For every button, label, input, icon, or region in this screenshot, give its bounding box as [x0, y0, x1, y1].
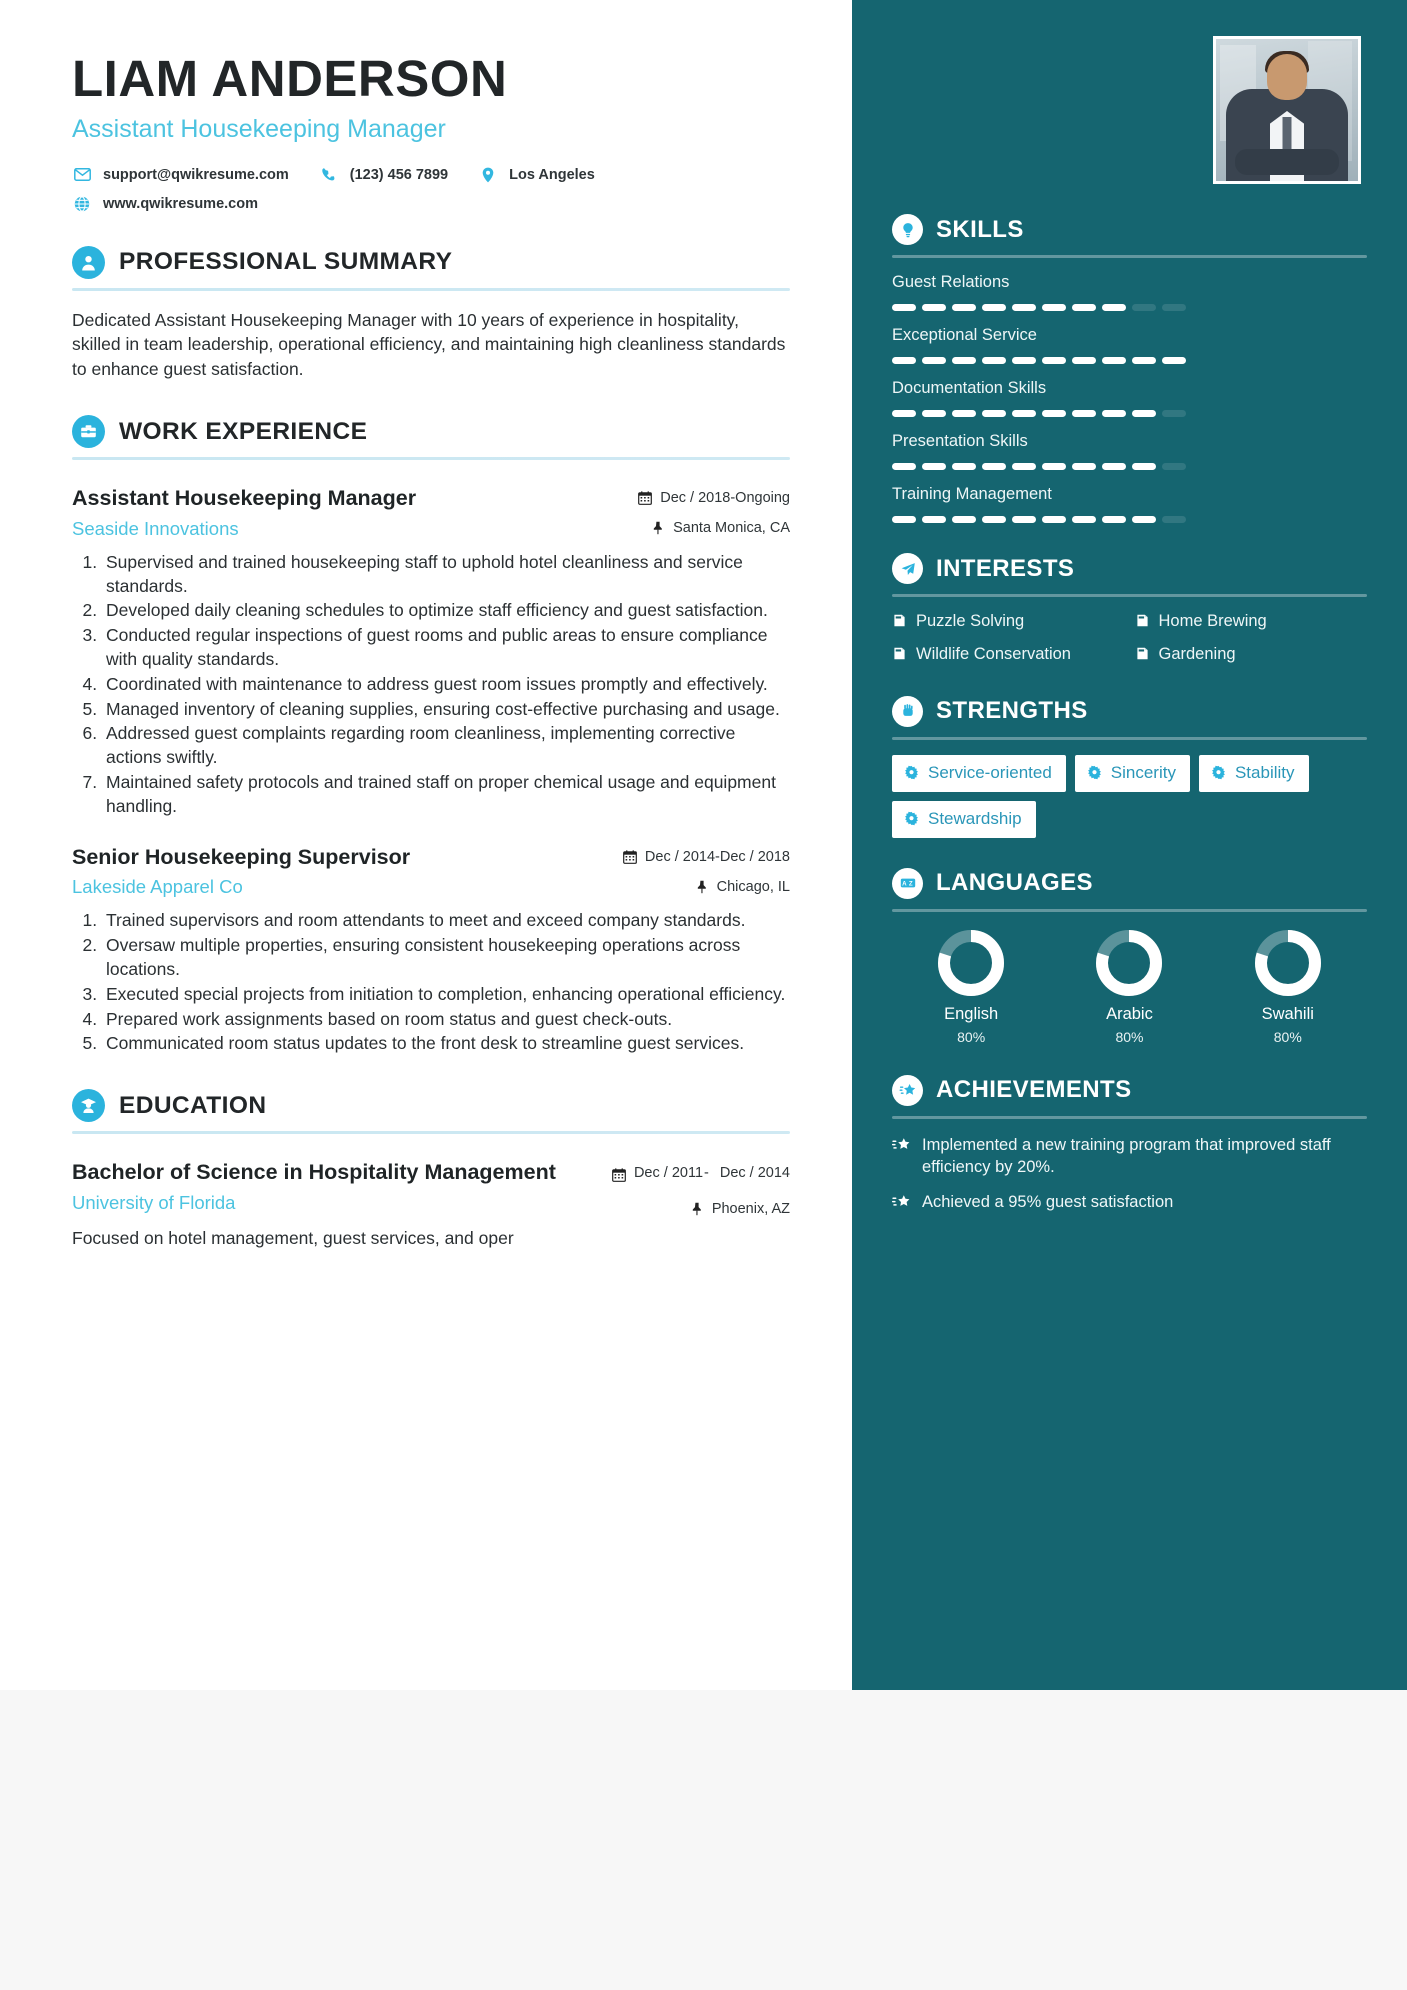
translate-icon — [892, 868, 923, 899]
burst-star-icon — [904, 811, 919, 826]
job-header — [72, 845, 790, 899]
burst-star-icon — [1211, 765, 1226, 780]
contact-row-secondary — [72, 195, 790, 213]
pushpin-icon — [694, 879, 710, 895]
interest-label: Gardening — [1158, 645, 1236, 664]
education-date — [610, 1164, 790, 1183]
page-title — [72, 52, 790, 144]
job-entry — [72, 486, 790, 819]
skill-segment — [1102, 304, 1126, 311]
strength-label: Stewardship — [928, 808, 1022, 828]
skill-segment — [922, 304, 946, 311]
section-header — [72, 1089, 790, 1122]
language-percent: 80% — [1273, 1028, 1302, 1045]
calendar-icon — [611, 1167, 627, 1183]
interest-item — [1135, 644, 1368, 665]
book-icon — [892, 646, 907, 661]
skill-segment — [1162, 357, 1186, 364]
skill-item — [892, 379, 1367, 417]
language-donut-chart — [1255, 930, 1321, 996]
burst-star-icon — [1087, 765, 1102, 780]
skill-segment — [1102, 516, 1126, 523]
achievement-item — [892, 1135, 1367, 1179]
section-header — [892, 868, 1367, 899]
section-strengths — [892, 696, 1367, 838]
skill-segment — [1042, 410, 1066, 417]
job-date — [610, 490, 790, 506]
candidate-name: LIAM ANDERSON — [72, 50, 508, 107]
skill-segment — [1012, 304, 1036, 311]
job-entry — [72, 845, 790, 1057]
skill-label: Presentation Skills — [892, 432, 1028, 450]
skill-segment — [1012, 516, 1036, 523]
list-item: 5. Managed inventory of cleaning supplies, ensuring cost-effective purchasing and usage. — [102, 698, 790, 722]
section-skills — [892, 214, 1367, 523]
section-achievements — [892, 1075, 1367, 1214]
book-icon — [1135, 646, 1150, 661]
skill-segment — [892, 463, 916, 470]
language-item — [892, 930, 1050, 1045]
language-donut-chart — [1096, 930, 1162, 996]
section-title: LANGUAGES — [936, 869, 1093, 897]
skill-segment — [982, 410, 1006, 417]
interest-label: Puzzle Solving — [916, 612, 1025, 630]
skill-segment — [1132, 463, 1156, 470]
briefcase-icon — [72, 415, 105, 448]
skill-segment — [1042, 463, 1066, 470]
strength-pill — [1075, 755, 1190, 792]
job-company: Lakeside Apparel Co — [72, 876, 243, 898]
skill-segment — [1042, 516, 1066, 523]
interest-label: Home Brewing — [1158, 612, 1267, 630]
skill-segment — [952, 410, 976, 417]
list-item: 6. Addressed guest complaints regarding room cleanliness, implementing corrective actions swiftly. — [102, 722, 790, 770]
contact-row-primary — [72, 166, 790, 184]
skill-segment — [1162, 410, 1186, 417]
svg-text:Z: Z — [908, 880, 913, 888]
skill-level-bar — [892, 304, 1367, 311]
language-donut-chart — [938, 930, 1004, 996]
section-header — [892, 1075, 1367, 1106]
skill-segment — [1102, 357, 1126, 364]
list-item: 3. Executed special projects from initiation to completion, enhancing operational efficiency. — [102, 983, 790, 1007]
skill-segment — [1072, 304, 1096, 311]
contact-location-value: Los Angeles — [509, 166, 595, 183]
resume-right-column — [852, 0, 1407, 1690]
skills-list — [892, 273, 1367, 523]
strength-pill — [892, 801, 1036, 838]
section-header — [892, 553, 1367, 584]
section-interests — [892, 553, 1367, 666]
skill-item — [892, 432, 1367, 470]
paper-plane-icon — [892, 553, 923, 584]
contact-website[interactable] — [72, 195, 258, 213]
section-education — [72, 1089, 790, 1251]
globe-icon — [72, 195, 92, 213]
contact-email[interactable] — [72, 166, 289, 184]
skill-segment — [892, 516, 916, 523]
skill-segment — [1072, 516, 1096, 523]
skill-segment — [982, 304, 1006, 311]
strength-label: Service-oriented — [928, 762, 1052, 782]
section-title: WORK EXPERIENCE — [119, 417, 368, 445]
section-title: ACHIEVEMENTS — [936, 1076, 1132, 1104]
education-date-start: Dec / 2011 — [633, 1165, 704, 1182]
skill-segment — [892, 357, 916, 364]
list-item: 2. Oversaw multiple properties, ensuring consistent housekeeping operations across locations. — [102, 934, 790, 982]
section-divider — [892, 1116, 1367, 1119]
interest-item — [1135, 611, 1368, 632]
job-company: Seaside Innovations — [72, 517, 239, 539]
book-icon — [1135, 613, 1150, 628]
strength-label: Sincerity — [1110, 762, 1176, 782]
skill-segment — [1072, 357, 1096, 364]
list-item: 4. Coordinated with maintenance to address guest room issues promptly and effectively. — [102, 673, 790, 697]
skill-segment — [922, 357, 946, 364]
skill-segment — [952, 304, 976, 311]
language-item — [1209, 930, 1367, 1045]
skill-item — [892, 485, 1367, 523]
calendar-icon — [637, 490, 653, 506]
skill-segment — [1132, 516, 1156, 523]
achievement-item — [892, 1192, 1367, 1214]
skill-segment — [1102, 410, 1126, 417]
svg-text:A: A — [901, 880, 907, 888]
language-label: English — [944, 1004, 999, 1023]
skill-segment — [922, 516, 946, 523]
education-meta — [610, 1160, 790, 1217]
section-title: INTERESTS — [936, 554, 1075, 582]
list-item: 2. Developed daily cleaning schedules to optimize staff efficiency and guest satisfaction. — [102, 599, 790, 623]
contact-website-value: www.qwikresume.com — [103, 195, 258, 212]
contact-phone-value: (123) 456 7899 — [349, 166, 449, 183]
skill-segment — [922, 463, 946, 470]
summary-text: Dedicated Assistant Housekeeping Manager with 10 years of experience in hospitality, skilled in team leadership, operational efficiency, and maintaining high cleanliness standards to enhance guest satisfaction. — [72, 309, 786, 380]
skill-segment — [1132, 410, 1156, 417]
achievement-text: Implemented a new training program that improved staff efficiency by 20%. — [922, 1135, 1331, 1176]
section-header — [892, 214, 1367, 245]
list-item: 5. Communicated room status updates to the front desk to streamline guest services. — [102, 1032, 790, 1056]
skill-segment — [1132, 357, 1156, 364]
job-location — [610, 520, 790, 536]
language-percent: 80% — [1115, 1028, 1144, 1045]
section-professional-summary — [72, 246, 790, 383]
skill-segment — [1162, 516, 1186, 523]
user-circle-icon — [72, 246, 105, 279]
strength-label: Stability — [1234, 762, 1295, 782]
skill-level-bar — [892, 516, 1367, 523]
skill-segment — [1072, 410, 1096, 417]
contact-location — [478, 166, 595, 184]
strength-pill — [1199, 755, 1309, 792]
strengths-list — [892, 755, 1367, 838]
job-location — [610, 879, 790, 895]
education-location — [610, 1201, 790, 1217]
section-divider — [892, 737, 1367, 740]
burst-star-icon — [904, 765, 919, 780]
skill-label: Guest Relations — [892, 273, 1010, 291]
skill-segment — [982, 516, 1006, 523]
graduation-icon — [72, 1089, 105, 1122]
skill-segment — [1042, 304, 1066, 311]
job-title: Assistant Housekeeping Manager — [72, 486, 417, 511]
skill-item — [892, 273, 1367, 311]
language-label: Swahili — [1261, 1004, 1314, 1023]
skill-segment — [892, 410, 916, 417]
list-item: 3. Conducted regular inspections of guest rooms and public areas to ensure compliance with quality standards. — [102, 624, 790, 672]
interest-item — [892, 644, 1125, 665]
interest-label: Wildlife Conservation — [916, 645, 1071, 664]
skill-segment — [952, 463, 976, 470]
section-divider — [72, 288, 790, 291]
job-meta — [610, 486, 790, 536]
job-meta — [610, 845, 790, 895]
fist-icon — [892, 696, 923, 727]
skill-level-bar — [892, 463, 1367, 470]
job-title: Senior Housekeeping Supervisor — [72, 844, 411, 869]
job-date-value: Dec / 2018-Ongoing — [660, 490, 790, 507]
skill-segment — [922, 410, 946, 417]
email-icon — [72, 166, 92, 184]
education-entry — [72, 1160, 790, 1251]
skill-label: Documentation Skills — [892, 379, 1047, 397]
education-description: Focused on hotel management, guest services, and oper — [72, 1228, 514, 1249]
section-title: EDUCATION — [119, 1091, 267, 1119]
skill-segment — [1132, 304, 1156, 311]
list-item: 1. Supervised and trained housekeeping staff to uphold hotel cleanliness and service standards. — [102, 551, 790, 599]
interests-list — [892, 611, 1367, 666]
achievement-text: Achieved a 95% guest satisfaction — [922, 1192, 1174, 1211]
calendar-icon — [622, 849, 638, 865]
skill-label: Exceptional Service — [892, 326, 1037, 344]
book-icon — [892, 613, 907, 628]
skill-segment — [1162, 463, 1186, 470]
shooting-star-icon — [892, 1075, 923, 1106]
list-item: 7. Maintained safety protocols and trained staff on proper chemical usage and equipment handling. — [102, 771, 790, 819]
education-date-end: Dec / 2014 — [719, 1165, 790, 1182]
list-item: 1. Trained supervisors and room attendants to meet and exceed company standards. — [102, 909, 790, 933]
skill-segment — [1012, 357, 1036, 364]
job-header — [72, 486, 790, 540]
section-divider — [72, 1131, 790, 1134]
section-languages — [892, 868, 1367, 1045]
skill-segment — [1102, 463, 1126, 470]
skill-label: Training Management — [892, 485, 1052, 503]
section-title: STRENGTHS — [936, 697, 1088, 725]
education-header — [72, 1160, 790, 1217]
pushpin-icon — [689, 1201, 705, 1217]
pushpin-icon — [650, 520, 666, 536]
section-divider — [892, 255, 1367, 258]
skill-item — [892, 326, 1367, 364]
section-work-experience — [72, 415, 790, 1056]
job-date — [610, 849, 790, 865]
job-bullets — [72, 551, 790, 819]
skill-segment — [892, 304, 916, 311]
skill-level-bar — [892, 357, 1367, 364]
section-divider — [892, 594, 1367, 597]
job-bullets — [72, 909, 790, 1056]
skill-segment — [952, 357, 976, 364]
skill-segment — [1162, 304, 1186, 311]
skill-segment — [1072, 463, 1096, 470]
skill-segment — [1012, 463, 1036, 470]
skill-segment — [1012, 410, 1036, 417]
contact-info — [72, 166, 790, 213]
date-separator: - — [704, 1165, 709, 1182]
lightbulb-icon — [892, 214, 923, 245]
job-location-value: Chicago, IL — [716, 878, 790, 895]
education-location-value: Phoenix, AZ — [711, 1201, 790, 1218]
section-header — [892, 696, 1367, 727]
star-icon — [892, 1137, 911, 1154]
degree-title: Bachelor of Science in Hospitality Management — [72, 1160, 556, 1185]
language-percent: 80% — [957, 1028, 986, 1045]
candidate-role: Assistant Housekeeping Manager — [72, 114, 446, 143]
contact-email-value: support@qwikresume.com — [103, 166, 289, 183]
skill-segment — [982, 357, 1006, 364]
skill-segment — [952, 516, 976, 523]
achievements-list — [892, 1135, 1367, 1214]
section-divider — [892, 909, 1367, 912]
interest-item — [892, 611, 1125, 632]
skill-level-bar — [892, 410, 1367, 417]
job-date-value: Dec / 2014-Dec / 2018 — [644, 848, 790, 865]
section-header — [72, 415, 790, 448]
job-location-value: Santa Monica, CA — [673, 520, 790, 537]
star-icon — [892, 1194, 911, 1211]
contact-phone[interactable] — [319, 166, 448, 184]
language-item — [1050, 930, 1208, 1045]
skill-segment — [1042, 357, 1066, 364]
languages-list — [892, 930, 1367, 1045]
language-label: Arabic — [1106, 1004, 1153, 1023]
avatar — [1213, 36, 1361, 184]
section-title: SKILLS — [936, 215, 1024, 243]
section-header — [72, 246, 790, 279]
section-title: PROFESSIONAL SUMMARY — [119, 248, 453, 276]
location-pin-icon — [478, 166, 498, 184]
school-name: University of Florida — [72, 1192, 236, 1214]
skill-segment — [982, 463, 1006, 470]
list-item: 4. Prepared work assignments based on room status and guest check-outs. — [102, 1008, 790, 1032]
phone-icon — [319, 166, 339, 184]
section-divider — [72, 457, 790, 460]
strength-pill — [892, 755, 1066, 792]
